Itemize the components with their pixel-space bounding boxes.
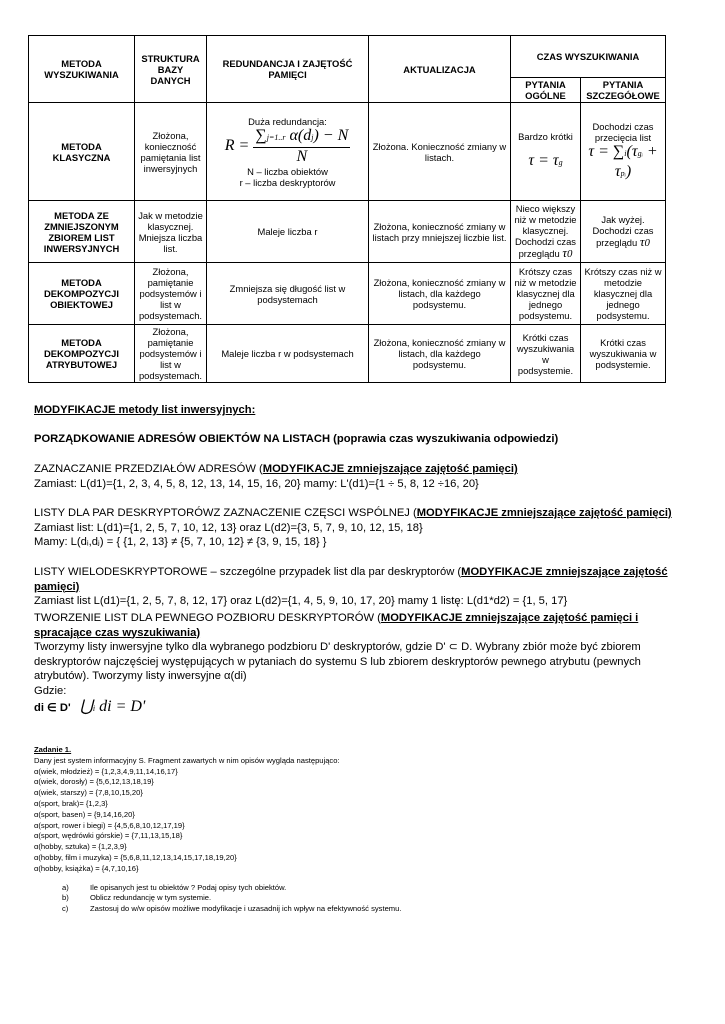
row3-method: METODA DEKOMPOZYCJI OBIEKTOWEJ [29,263,135,325]
question-item [34,883,674,894]
row1-redundancy-top: Duża redundancja: [248,115,327,127]
row2-redundancy: Maleje liczba r [207,201,369,263]
row4-redundancy: Maleje liczba r w podsystemach [207,325,369,383]
tau-0-symbol-2: τ0 [639,234,650,249]
heading2-text: PORZĄDKOWANIE ADRESÓW OBIEKTÓW NA LISTACH (poprawia czas wyszukiwania odpowiedzi) [34,433,559,445]
comparison-table-wrapper [28,35,665,383]
task-intro: Dany jest system informacyjny S. Fragment zawartych w nim opisów wygląda następująco: [34,755,340,765]
p2-line2: Mamy: L(dᵢ,dⱼ) = { {1, 2, 13} ≠ {5, 7, 10, 12} ≠ {3, 9, 15, 18} } [34,536,327,548]
task-line: α(wiek, starszy) = {7,8,10,15,20} [34,788,143,798]
header-detailed: PYTANIA SZCZEGÓŁOWE [581,78,666,103]
question-item [34,893,674,904]
row2-detailed-text: Jak wyżej. Dochodzi czas przeglądu [592,214,654,248]
heading1-text: MODYFIKACJE metody list inwersyjnych: [34,404,256,416]
tau-sum-formula: τ = ∑i(τgᵢ + τpᵢ) [588,142,658,180]
row4-structure: Złożona, pamiętanie podsystemów i list w podsystemach. [135,325,207,383]
row4-general: Krótki czas wyszukiwania w podsystemie. [511,325,581,383]
question-label: b) [62,893,69,903]
row2-general-text: Nieco większy niż w metodzie klasycznej. Dochodzi czas przeglądu [514,203,577,259]
row1-detailed-text: Dochodzi czas przecięcia list [592,120,654,143]
p1-title: ZAZNACZANIE PRZEDZIAŁÓW ADRESÓW ( [34,463,263,475]
row4-update: Złożona, konieczność zmiany w listach, dla każdego podsystemu. [369,325,511,383]
p3-mod: MODYFIKACJE zmniejszające zajętość pamięci) [34,566,668,593]
task-line: α(hobby, film i muzyka) = {5,6,8,11,12,13,14,15,17,18,19,20} [34,852,237,862]
row1-detailed [581,103,666,201]
header-redundancy: REDUNDANCJA I ZAJĘTOŚĆ PAMIĘCI [207,36,369,103]
row3-update: Złożona, konieczność zmiany w listach, dla każdego podsystemu. [369,263,511,325]
union-formula: ⋃i di = D' [79,698,146,715]
task-line: α(hobby, książka) = {4,7,10,16} [34,863,139,873]
row1-update: Złożona. Konieczność zmiany w listach. [369,103,511,201]
row1-structure: Złożona, konieczność pamiętania list inwersyjnych [135,103,207,201]
row3-structure: Złożona, pamiętanie podsystemów i list w podsystemach. [135,263,207,325]
p2-title: LISTY DLA PAR DESKRYPTORÓWZ ZAZNACZENIE CZĘSCI WSPÓLNEJ ( [34,507,417,519]
row2-detailed [581,201,666,263]
p1-mod: MODYFIKACJE zmniejszające zajętość pamięci) [262,463,518,475]
row3-detailed: Krótszy czas niż w metodzie klasycznej dla jednego podsystemu. [581,263,666,325]
row1-redundancy [207,103,369,201]
task-section [34,745,674,915]
tau-g-formula: τ = τg [528,152,563,169]
redundancy-formula: R = $\frac{\text{∑j=1..r α(dj) − N}}{N}$ [224,126,349,165]
p1-line: Zamiast: L(d1)={1, 2, 3, 4, 5, 8, 12, 13, 14, 15, 16, 20} mamy: L'(d1)={1 ÷ 5, 8, 12 ÷16, 20} [34,477,479,490]
heading-ordering [34,432,674,447]
row1-redundancy-note2: r – liczba deskryptorów [239,176,336,188]
row3-general: Krótszy czas niż w metodzie klasycznej dla jednego podsystemu. [511,263,581,325]
question-text: Oblicz redundancję w tym systemie. [90,893,212,903]
task-line: α(wiek, młodzież) = {1,2,3,4,9,11,14,16,17} [34,766,178,776]
p3-title: LISTY WIELODESKRYPTOROWE – szczególne przypadek list dla par deskryptorów ( [34,566,462,578]
p2-mod: MODYFIKACJE zmniejszające zajętość pamięci) [416,507,672,519]
row1-redundancy-note1: N – liczba obiektów [247,165,328,177]
question-text: Ile opisanych jest tu obiektów ? Podaj opisy tych obiektów. [90,882,287,892]
p3-line: Zamiast list L(d1)={1, 2, 5, 7, 8, 12, 17} oraz L(d2)={1, 4, 5, 9, 10, 17, 20} mamy 1 listę: L(d1*d2) = {1, 5, 17} [34,595,568,607]
p4-title: TWORZENIE LIST DLA PEWNEGO POZBIORU DESKRYPTORÓW ( [34,612,381,624]
question-label: c) [62,904,69,914]
section-multidescriptor [34,565,674,609]
task-line: α(wiek, dorosły) = {5,6,12,13,18,19} [34,777,154,787]
p4-mod: MODYFIKACJE zmniejszające zajętość pamięci i spracające czas wyszukiwania) [34,612,639,639]
section-subset [34,611,674,717]
section-ranges [34,462,674,491]
header-structure: STRUKTURA BAZY DANYCH [135,36,207,103]
row1-general [511,103,581,201]
p4-where: Gdzie: [34,684,67,697]
row1-general-text: Bardzo krótki [518,131,573,142]
p4-di: di ∈ D' [34,702,71,714]
p4-text: Tworzymy listy inwersyjne tylko dla wybranego podzbioru D' deskryptorów, gdzie D' ⊂ D. Wybrany zbiór może być zbiorem deskryptorów najczęściej występujących w pytaniach do systemu S lub zbiorem deskryptorów pewnego atrybutu (pewnych atrybutów). Tworzymy listy inwersyjne α(di) [34,641,641,682]
task-line: α(sport, rower i biegi) = {4,5,6,8,10,12,17,19} [34,820,185,830]
row2-structure: Jak w metodzie klasycznej. Mniejsza liczba list. [135,201,207,263]
header-update: AKTUALIZACJA [369,36,511,103]
comparison-table [28,35,666,383]
heading-modifications [34,403,674,418]
header-search-time: CZAS WYSZUKIWANIA [511,36,666,78]
question-text: Zastosuj do w/w opisów możliwe modyfikacje i uzasadnij ich wpływ na efektywność systemu. [90,904,402,914]
task-line: α(hobby, sztuka) = {1,2,3,9} [34,842,127,852]
row1-method: METODA KLASYCZNA [29,103,135,201]
row2-method: METODA ZE ZMNIEJSZONYM ZBIOREM LIST INWERSYJNYCH [29,201,135,263]
question-label: a) [62,882,69,892]
row4-detailed: Krótki czas wyszukiwania w podsystemie. [581,325,666,383]
header-method: METODA WYSZUKIWANIA [29,36,135,103]
task-title: Zadanie 1. [34,745,72,754]
row4-method: METODA DEKOMPOZYCJI ATRYBUTOWEJ [29,325,135,383]
p2-line1: Zamiast list: L(d1)={1, 2, 5, 7, 10, 12, 13} oraz L(d2)={3, 5, 7, 9, 10, 12, 15, 18} [34,521,423,534]
row3-redundancy: Zmniejsza się długość list w podsystemach [207,263,369,325]
question-item [34,904,674,915]
section-pairs [34,506,674,550]
tau-0-symbol: τ0 [562,245,573,260]
row2-update: Złożona, konieczność zmiany w listach przy mniejszej liczbie list. [369,201,511,263]
row2-general [511,201,581,263]
task-line: α(sport, basen) = {9,14,16,20} [34,809,135,819]
task-line: α(sport, brak)= {1,2,3} [34,798,108,808]
header-general: PYTANIA OGÓLNE [511,78,581,103]
task-line: α(sport, wędrówki górskie) = {7,11,13,15,18} [34,831,183,841]
